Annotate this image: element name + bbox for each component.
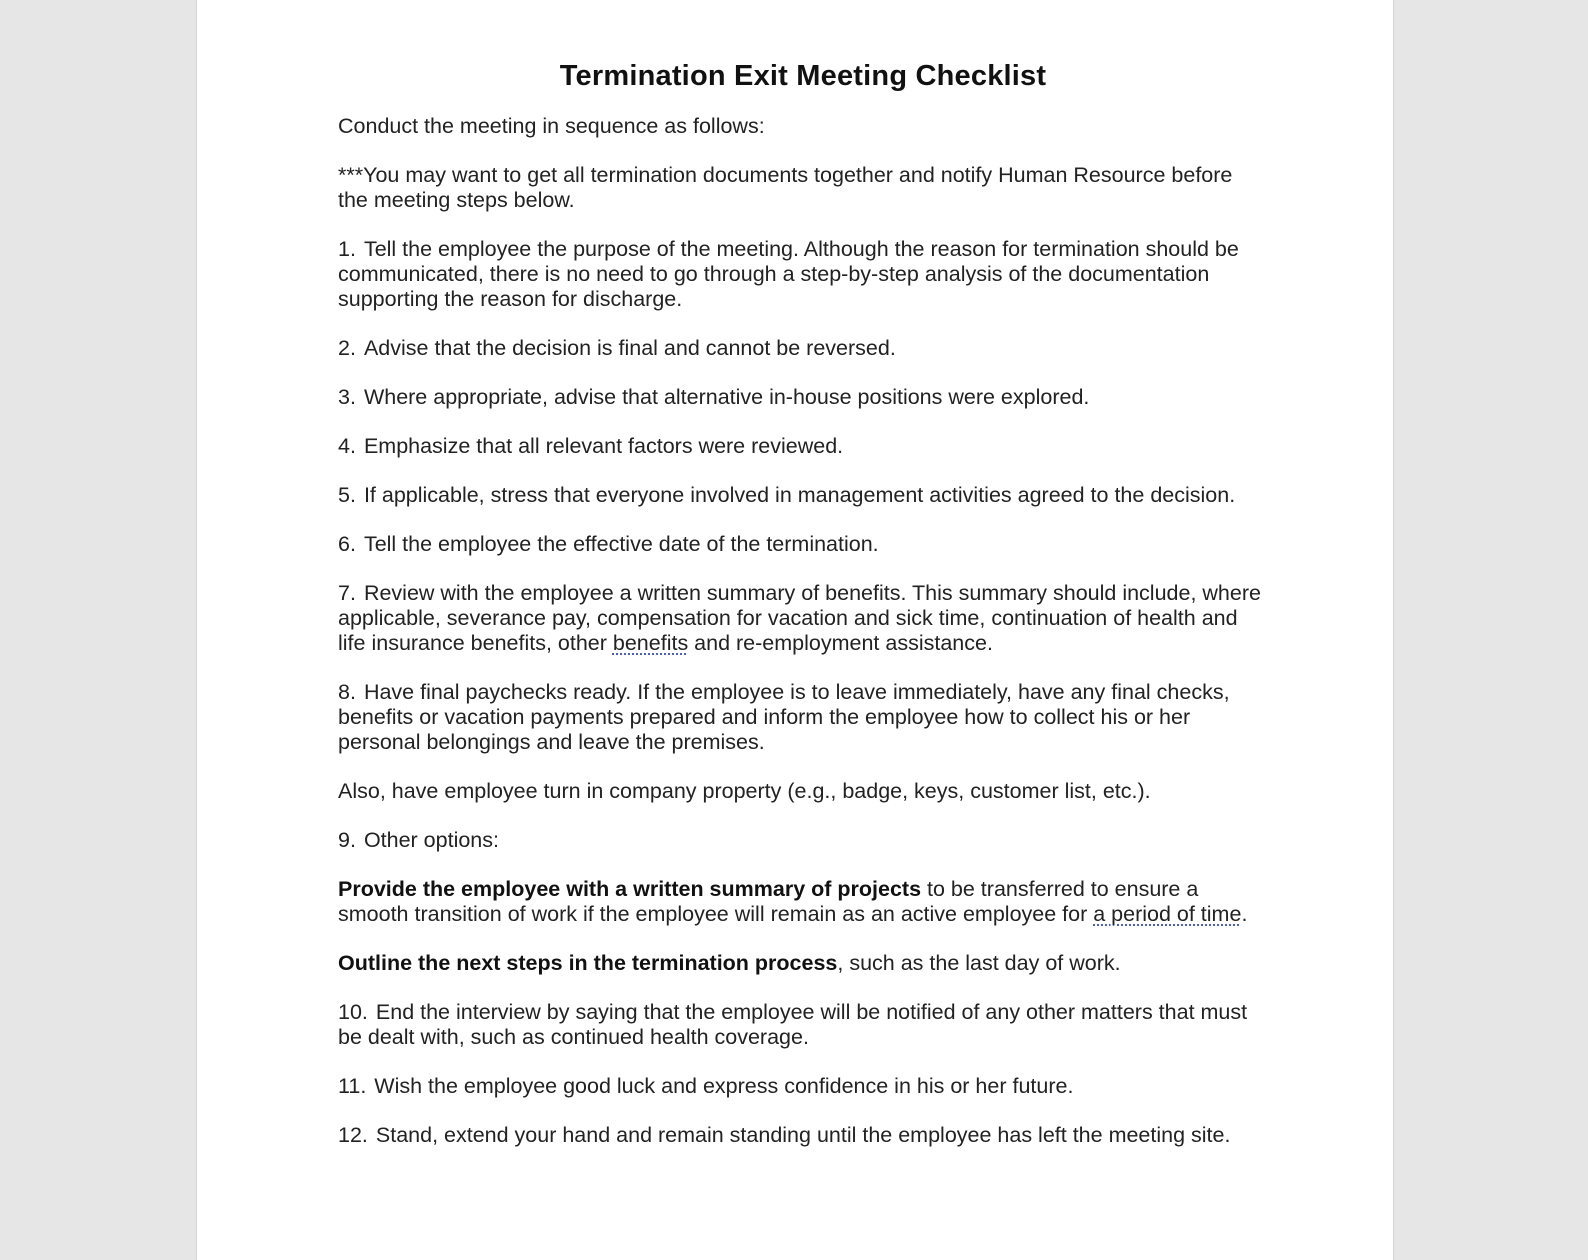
- step-text-end: and re-employment assistance.: [688, 631, 993, 655]
- document-body: [338, 58, 1268, 1172]
- step-number: 4.: [338, 434, 356, 458]
- step-text: Wish the employee good luck and express confidence in his or her future.: [374, 1074, 1074, 1098]
- step-10: [338, 1000, 1268, 1050]
- step-text: Stand, extend your hand and remain standing until the employee has left the meeting site.: [375, 1123, 1231, 1147]
- step-number: 5.: [338, 483, 356, 507]
- step-text: Tell the employee the effective date of the termination.: [363, 532, 879, 556]
- step-12: [338, 1123, 1268, 1148]
- option-heading: Outline the next steps in the termination process: [338, 951, 838, 975]
- step-text: Advise that the decision is final and cannot be reversed.: [363, 336, 896, 360]
- step-8: [338, 680, 1268, 755]
- step-text: Where appropriate, advise that alternative in-house positions were explored.: [363, 385, 1090, 409]
- note-paragraph: ***You may want to get all termination documents together and notify Human Resource before the meeting steps below.: [338, 163, 1233, 212]
- step-number: 10.: [338, 1000, 368, 1024]
- step-text: End the interview by saying that the employee will be notified of any other matters that must be dealt with, such as continued health coverage.: [338, 1000, 1248, 1049]
- step-text: Other options:: [363, 828, 499, 852]
- step-5: [338, 483, 1268, 508]
- step-number: 12.: [338, 1123, 368, 1147]
- step-number: 1.: [338, 237, 356, 261]
- step-1: [338, 237, 1268, 312]
- step-number: 8.: [338, 680, 356, 704]
- step-number: 3.: [338, 385, 356, 409]
- option-written-summary: [338, 877, 1268, 927]
- step-3: [338, 385, 1268, 410]
- option-next-steps: [338, 951, 1268, 976]
- step-text: If applicable, stress that everyone involved in management activities agreed to the decision.: [363, 483, 1236, 507]
- grammar-flagged-phrase[interactable]: a period of time: [1093, 902, 1242, 926]
- step-2: [338, 336, 1268, 361]
- option-text: , such as the last day of work.: [837, 951, 1121, 975]
- step-text: Tell the employee the purpose of the meeting. Although the reason for termination should be communicated, there is no need to go through a step-by-step analysis of the documentation supporting the reason for discharge.: [338, 237, 1239, 311]
- step-number: 7.: [338, 581, 356, 605]
- option-text-end: .: [1241, 902, 1248, 926]
- step-6: [338, 532, 1268, 557]
- step-number: 6.: [338, 532, 356, 556]
- document-title: Termination Exit Meeting Checklist: [559, 60, 1047, 92]
- step-number: 9.: [338, 828, 356, 852]
- intro-paragraph: Conduct the meeting in sequence as follows:: [338, 114, 765, 138]
- option-heading: Provide the employee with a written summary of projects: [338, 877, 922, 901]
- document-page: [196, 0, 1394, 1260]
- step-7: [338, 581, 1268, 656]
- step-11: [338, 1074, 1268, 1099]
- step-text: Emphasize that all relevant factors were reviewed.: [363, 434, 844, 458]
- step-number: 2.: [338, 336, 356, 360]
- spellcheck-flagged-word[interactable]: benefits: [612, 631, 689, 655]
- step-4: [338, 434, 1268, 459]
- step-number: 11.: [338, 1074, 367, 1098]
- step-text: Have final paychecks ready. If the employee is to leave immediately, have any final checks, benefits or vacation payments prepared and inform the employee how to collect his or her personal belongings and leave the premises.: [338, 680, 1230, 754]
- option-text: to be transferred to ensure a smooth transition of work if the employee will remain as an active employee for: [338, 877, 1199, 926]
- step-9: [338, 828, 1268, 853]
- also-paragraph: Also, have employee turn in company property (e.g., badge, keys, customer list, etc.).: [338, 779, 1151, 803]
- step-text: Review with the employee a written summary of benefits. This summary should include, where applicable, severance pay, compensation for vacation and sick time, continuation of health and life insurance benefits, other: [338, 581, 1261, 655]
